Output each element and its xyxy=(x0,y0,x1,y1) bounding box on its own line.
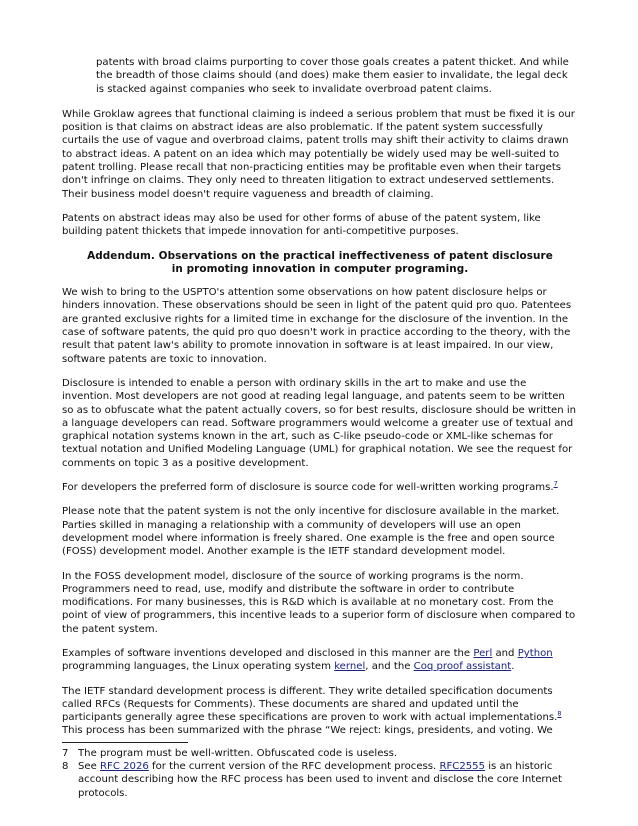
intro-quote: patents with broad claims purporting to cover those goals creates a patent thicket. And while the breadth of those claims should (and does) make them easier to invalidate, the legal deck is stacked against companies who seek to invalidate overbroad patent claims. xyxy=(96,57,569,95)
examples-middle: programming languages, the Linux operating system xyxy=(62,661,335,673)
link-rfc2555[interactable]: RFC2555 xyxy=(439,761,486,773)
ietf-text: The IETF standard development process is different. They write detailed specification documents called RFCs (Requests for Comments). These documents are shared and updated until the participants generally agree these specifications are proven to work with actual implementations. xyxy=(62,685,558,724)
paragraph-foss: In the FOSS development model, disclosure of the source of working programs is the norm. Programmers need to read, use, modify and distribute the software in order to contribute modifications. For many businesses, this is R&D which is available at no monetary cost. From the point of view of programmers, this incentive leads to a superior form of disclosure when compared to the patent system. xyxy=(62,570,576,635)
paragraph-uspto: We wish to bring to the USPTO's attention some observations on how patent disclosure helps or hinders innovation. These observations should be seen in light of the patent quid pro quo. Patentees are granted exclusive rights for a limited time in exchange for the disclosure of the invention. In the case of software patents, the quid pro quo doesn't work in practice according to the theory, with the result that patent law's ability to promote innovation in software is at least impaired. In our view, software patents are toxic to innovation. xyxy=(62,287,572,365)
paragraph-ietf xyxy=(62,685,578,738)
link-coq[interactable]: Coq proof assistant xyxy=(413,661,512,673)
footnote-divider xyxy=(62,742,188,743)
footnote-7 xyxy=(62,747,578,760)
footnote-7-text: The program must be well-written. Obfuscated code is useless. xyxy=(78,747,398,759)
addendum-heading xyxy=(62,250,578,277)
source-code-text: For developers the preferred form of disclosure is source code for well-written working programs. xyxy=(62,482,554,494)
examples-and-2: , and the xyxy=(365,661,414,673)
footnote-8-rest: is an historic account describing how the RFC process has been used to invent and disclose the core Internet protocols. xyxy=(78,761,562,799)
examples-and-1: and xyxy=(492,647,518,659)
link-kernel[interactable]: kernel xyxy=(334,661,366,673)
addendum-heading-line2: in promoting innovation in computer programing. xyxy=(171,262,469,275)
examples-lead: Examples of software inventions developed and disclosed in this manner are the xyxy=(62,647,474,659)
footnote-8-body xyxy=(78,760,578,800)
footnote-7-number: 7 xyxy=(62,747,69,759)
link-python[interactable]: Python xyxy=(517,647,553,659)
footnote-8-number: 8 xyxy=(62,761,69,773)
paragraph-groklaw: While Groklaw agrees that functional claiming is indeed a serious problem that must be fixed it is our position is that claims on abstract ideas are also problematic. If the patent system successfully curtails the use of vague and overbroad claims, patent trolls may shift their activity to claims drawn to abstract ideas. A patent on an idea which may potentially be widely used may be well-suited to patent trolling. Please recall that non-practicing entities may be profitable even when their targets don't infringe on claims. They only need to threaten litigation to extract undeserved settlements. Their business model doesn't require vagueness and breadth of claiming. xyxy=(62,108,575,200)
document-page xyxy=(62,56,578,800)
footnote-8 xyxy=(62,760,578,800)
examples-end: . xyxy=(511,661,515,673)
paragraph-incentive: Please note that the patent system is not the only incentive for disclosure available in the market. Parties skilled in managing a relationship with a community of developers will use an open development model where information is freely shared. One example is the free and open source (FOSS) development model. Another example is the IETF standard development model. xyxy=(62,506,560,558)
paragraph-disclosure: Disclosure is intended to enable a person with ordinary skills in the art to make and use the invention. Most developers are not good at reading legal language, and patents seem to be written so as to obfuscate what the patent actually covers, so for best results, disclosure should be written in a language developers can read. Software programmers would welcome a greater use of textual and graphical notation systems known in the art, such as C-like pseudo-code or XML-like schemas for textual notation and Unified Modeling Language (UML) for graphical notation. We see the request for comments on topic 3 as a positive development. xyxy=(62,377,577,469)
paragraph-examples xyxy=(62,647,578,674)
link-rfc-2026[interactable]: RFC 2026 xyxy=(100,761,149,773)
footnote-ref-7[interactable]: 7 xyxy=(553,479,558,488)
ietf-tail-text: This process has been summarized with the phrase “We reject: kings, presidents, and voting. We xyxy=(62,725,553,737)
link-perl[interactable]: Perl xyxy=(473,647,493,659)
addendum-heading-line1: Addendum. Observations on the practical ineffectiveness of patent disclosure xyxy=(87,249,553,262)
paragraph-source-code xyxy=(62,481,578,494)
footnote-8-mid: for the current version of the RFC development process. xyxy=(148,761,440,773)
footnote-8-see: See xyxy=(78,761,101,773)
footnote-ref-8[interactable]: 8 xyxy=(557,709,562,718)
paragraph-abuse: Patents on abstract ideas may also be used for other forms of abuse of the patent system, like building patent thickets that impede innovation for anti-competitive purposes. xyxy=(62,212,541,238)
